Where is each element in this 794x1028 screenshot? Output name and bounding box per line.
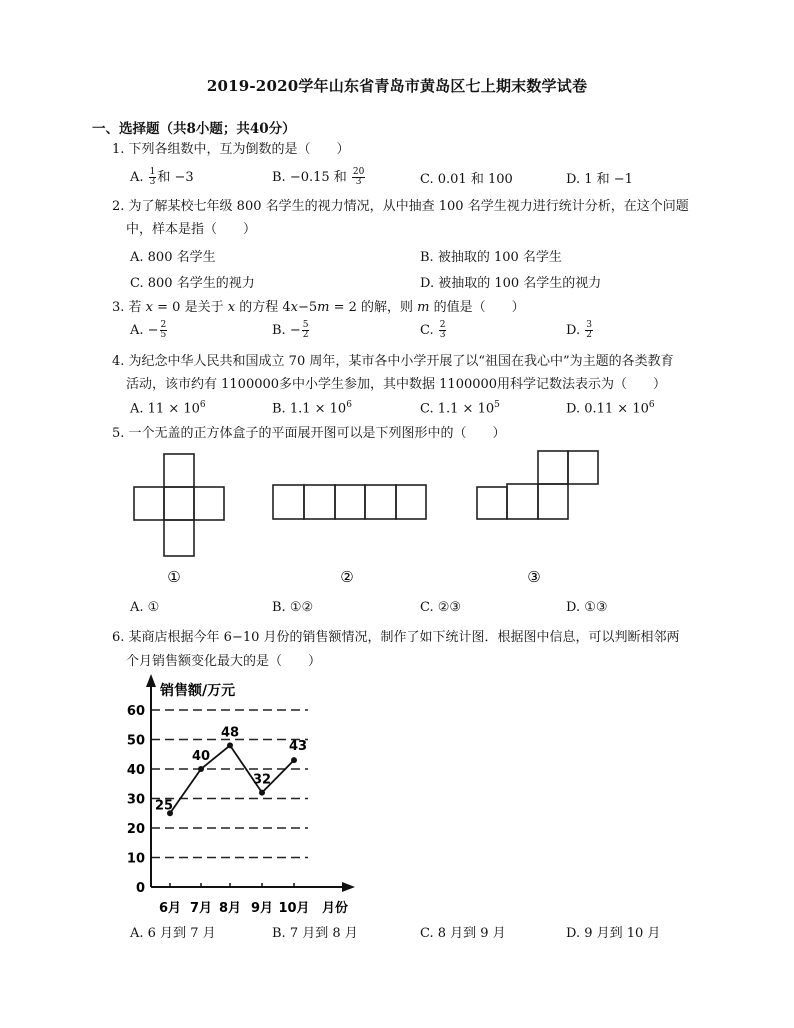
x-tick-7月: 7月 <box>189 901 213 916</box>
point-label-10月: 43 <box>288 739 308 755</box>
question-4-stem-line1: 4. 为纪念中华人民共和国成立 70 周年，某市各中小学开展了以“祖国在我心中”为主题的各类教育 <box>112 354 674 369</box>
q3-option-d: D. $\frac{3}{2}$ <box>566 320 592 340</box>
data-point-9月 <box>259 790 265 796</box>
point-label-8月: 48 <box>220 725 240 741</box>
question-1-stem: 1. 下列各组数中，互为倒数的是（ ） <box>112 142 350 157</box>
q5-option-c: C. ②③ <box>420 600 462 615</box>
point-label-9月: 32 <box>252 772 272 788</box>
y-tick-10: 10 <box>126 851 145 867</box>
y-axis-label: 销售额/万元 <box>160 683 236 699</box>
q5-option-a: A. ① <box>130 600 160 615</box>
question-2-stem-line1: 2. 为了解某校七年级 800 名学生的视力情况，从中抽查 100 名学生视力进行统计分析，在这个问题 <box>112 199 689 214</box>
x-tick-9月: 9月 <box>250 901 274 916</box>
q3-option-b: B. − $\frac{5}{2}$ <box>272 320 309 340</box>
q5-option-d: D. ①③ <box>566 600 608 615</box>
data-point-7月 <box>198 766 204 772</box>
q4-option-b: B. $1.1 \times 10^6$ <box>272 400 352 417</box>
x-tick-8月: 8月 <box>218 901 242 916</box>
q6-option-b: B. 7 月到 8 月 <box>272 926 358 941</box>
question-4-stem-line2: 活动，该市约有 1100000多中小学生参加，其中数据 1100000用科学记数法表示为（ ） <box>126 377 667 392</box>
x-axis-arrow <box>342 882 355 892</box>
question-6-stem-line2: 个月销售额变化最大的是（ ） <box>126 654 322 669</box>
x-tick-10月: 10月 <box>278 901 310 916</box>
point-label-7月: 40 <box>191 749 211 764</box>
y-tick-0: 0 <box>135 881 145 896</box>
q4-option-c: C. $1.1 \times 10^5$ <box>420 400 500 417</box>
y-tick-30: 30 <box>126 792 145 808</box>
y-tick-60: 60 <box>126 704 145 719</box>
page-title: 2019-2020学年山东省青岛市黄岛区七上期末数学试卷 <box>206 77 588 95</box>
q1-option-d: D. 1 和 −1 <box>566 172 633 187</box>
y-tick-40: 40 <box>126 763 145 778</box>
series-line <box>170 745 294 813</box>
q2-option-c: C. 800 名学生的视力 <box>130 276 255 291</box>
q1-option-c: C. 0.01 和 100 <box>420 172 513 187</box>
net-2-label: ② <box>340 568 354 586</box>
net-3-label: ③ <box>527 568 541 586</box>
q2-option-b: B. 被抽取的 100 名学生 <box>420 250 562 265</box>
x-axis-label: 月份 <box>322 901 349 916</box>
q6-option-c: C. 8 月到 9 月 <box>420 926 506 941</box>
question-3-stem: 3. 若 x = 0 是关于 x 的方程 4x−5m = 2 的解，则 m 的值是（ ） <box>112 300 525 315</box>
q6-option-a: A. 6 月到 7 月 <box>130 926 216 941</box>
q1-option-b: B. −0.15 和 $\frac{20}{3}$ <box>272 167 365 187</box>
q1-option-a: A. $\frac{1}{3}$ 和 −3 <box>130 167 194 187</box>
data-point-10月 <box>291 757 297 763</box>
q3-option-a: A. − $\frac{2}{5}$ <box>130 320 167 340</box>
y-axis-arrow <box>146 674 156 687</box>
q5-option-b: B. ①② <box>272 600 314 615</box>
q4-option-d: D. $0.11 \times 10^6$ <box>566 400 655 417</box>
net-1-label: ① <box>167 568 181 586</box>
q6-option-d: D. 9 月到 10 月 <box>566 926 661 941</box>
y-tick-20: 20 <box>126 822 145 837</box>
q2-option-d: D. 被抽取的 100 名学生的视力 <box>420 276 602 291</box>
point-label-6月: 25 <box>154 798 174 814</box>
question-2-stem-line2: 中，样本是指（ ） <box>126 222 257 237</box>
data-point-8月 <box>227 742 233 748</box>
question-6-stem-line1: 6. 某商店根据今年 6−10 月份的销售额情况，制作了如下统计图．根据图中信息，可以判断相邻两 <box>112 630 680 645</box>
y-tick-50: 50 <box>126 733 145 749</box>
question-5-stem: 5. 一个无盖的正方体盒子的平面展开图可以是下列图形中的（ ） <box>112 426 506 441</box>
x-tick-6月: 6月 <box>158 901 182 916</box>
section-heading: 一、选择题（共8小题；共40分） <box>92 121 296 137</box>
q2-option-a: A. 800 名学生 <box>130 250 216 265</box>
q4-option-a: A. $11 \times 10^6$ <box>130 400 206 417</box>
q3-option-c: C. $\frac{2}{3}$ <box>420 320 446 340</box>
